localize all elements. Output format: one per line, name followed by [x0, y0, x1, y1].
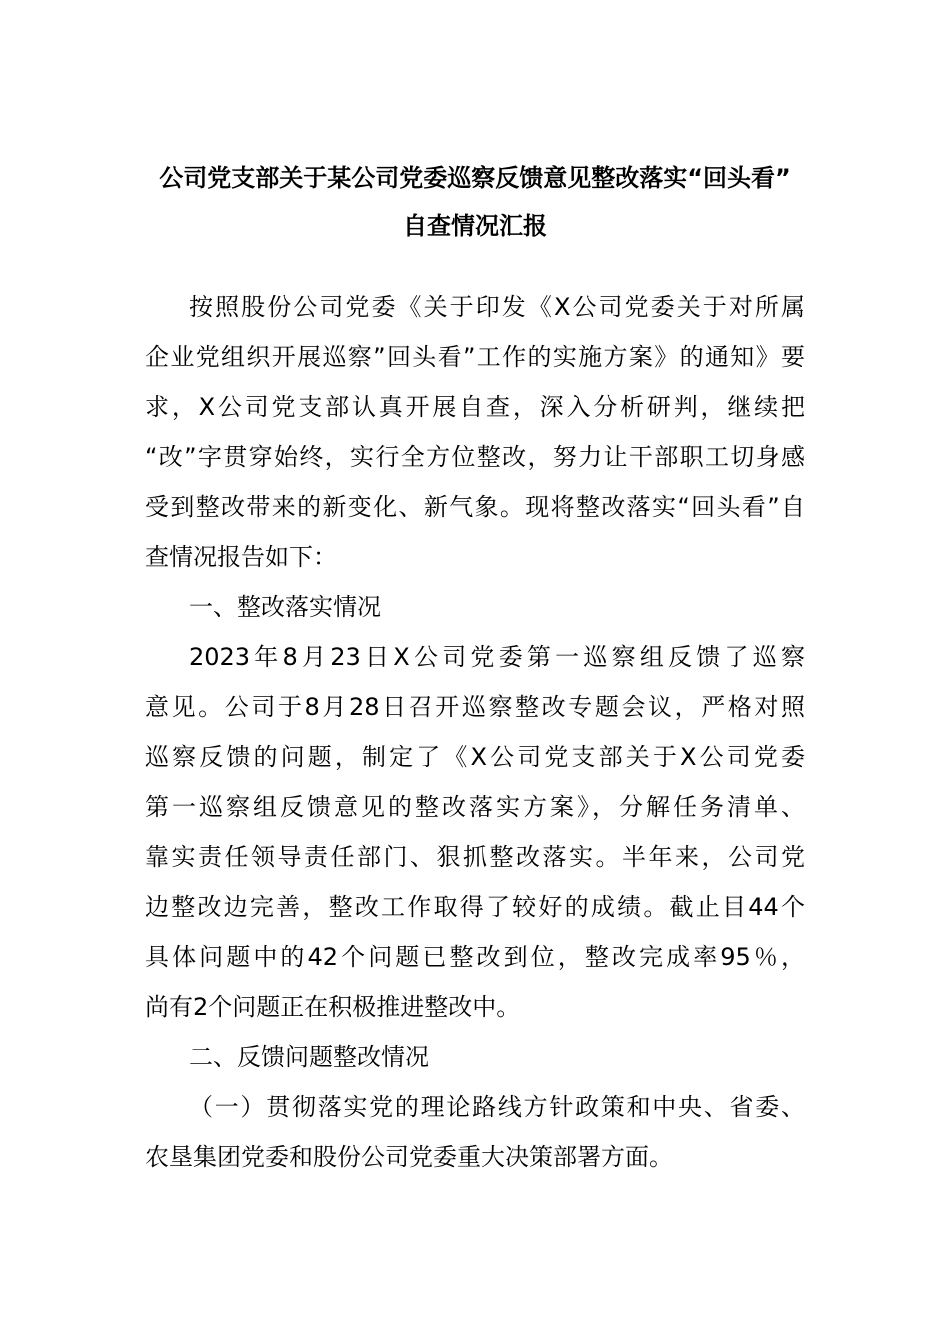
- body-line: 靠实责任领导责任部门、狠抓整改落实。半年来，公司党: [145, 843, 805, 871]
- body-line: 边整改边完善，整改工作取得了较好的成绩。截止目44个: [145, 893, 805, 921]
- body-line: 尚有2个问题正在积极推进整改中。: [145, 993, 521, 1021]
- body-line: 第一巡察组反馈意见的整改落实方案》，分解任务清单、: [145, 793, 805, 821]
- body-line: 意见。公司于8月28日召开巡察整改专题会议，严格对照: [145, 693, 805, 721]
- section-heading: 一、整改落实情况: [189, 593, 381, 621]
- document-title-line-1: 公司党支部关于某公司党委巡察反馈意见整改落实“回头看”: [159, 164, 791, 192]
- subsection-heading: （一）贯彻落实党的理论路线方针政策和中央、省委、: [189, 1093, 805, 1121]
- body-line: 巡察反馈的问题，制定了《X公司党支部关于X公司党委: [145, 743, 805, 771]
- body-line: 企业党组织开展巡察”回头看”工作的实施方案》的通知》要: [145, 343, 805, 371]
- body-line: 受到整改带来的新变化、新气象。现将整改落实“回头看”自: [145, 493, 805, 521]
- body-line: 按照股份公司党委《关于印发《X公司党委关于对所属: [189, 293, 805, 321]
- section-heading: 二、反馈问题整改情况: [189, 1043, 429, 1071]
- body-line: 2023年8月23日X公司党委第一巡察组反馈了巡察: [189, 643, 805, 671]
- body-line: 具体问题中的42个问题已整改到位，整改完成率95％，: [145, 943, 805, 971]
- document-body: [145, 282, 805, 1182]
- body-line: 求，X公司党支部认真开展自查，深入分析研判，继续把: [145, 393, 805, 421]
- body-line: 农垦集团党委和股份公司党委重大决策部署方面。: [145, 1143, 673, 1171]
- body-line: “改”字贯穿始终，实行全方位整改，努力让干部职工切身感: [145, 443, 805, 471]
- body-line: 查情况报告如下：: [145, 543, 337, 571]
- document-title-line-2: 自查情况汇报: [403, 212, 547, 240]
